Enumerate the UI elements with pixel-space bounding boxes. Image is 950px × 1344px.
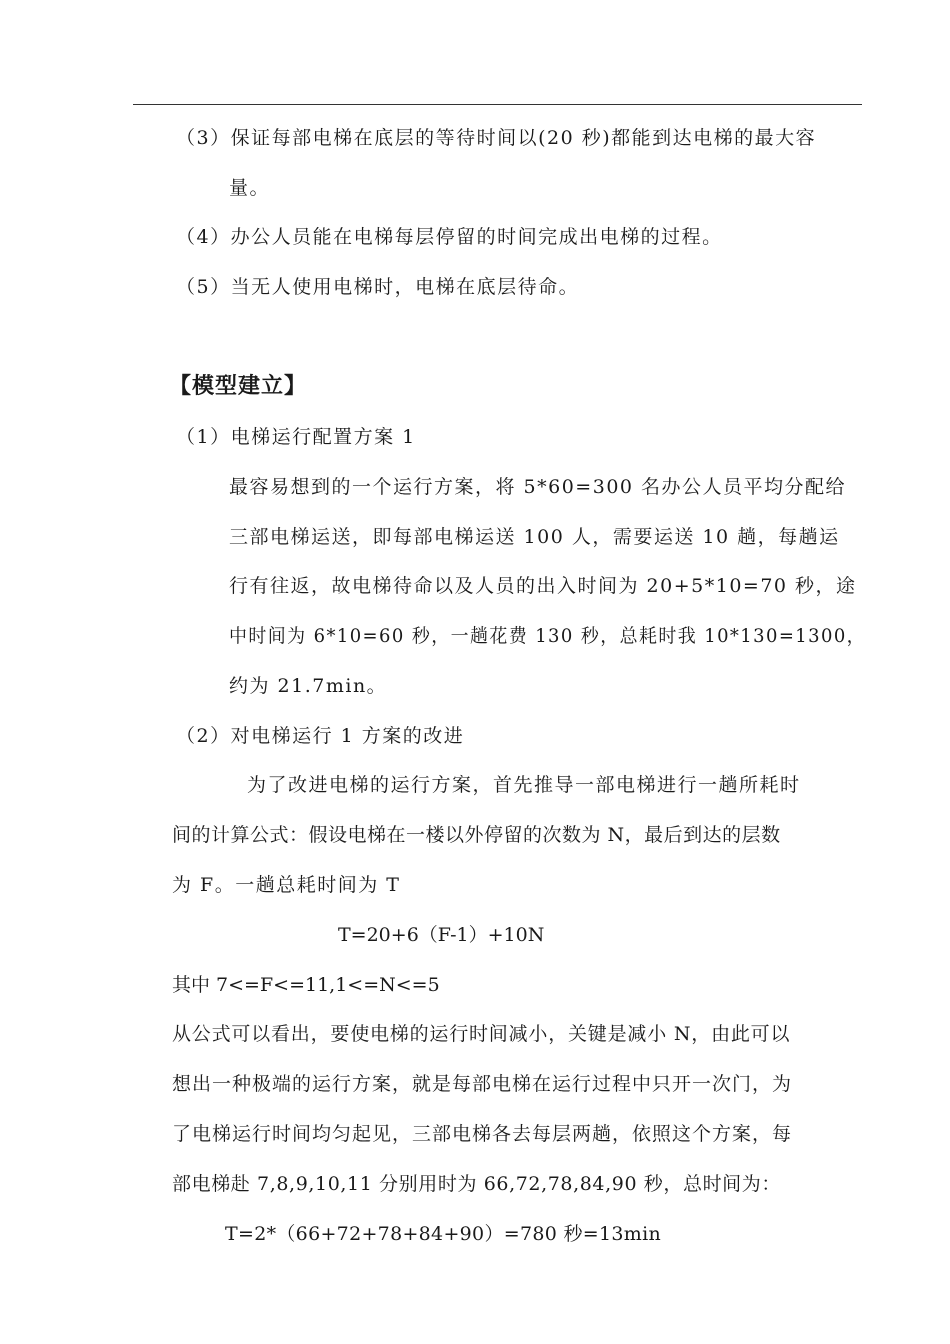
assumption-3: （3）保证每部电梯在底层的等待时间以(20 秒)都能到达电梯的最大容 [176,127,817,149]
scheme2-label: （2）对电梯运行 1 方案的改进 [176,725,465,747]
analysis-line-2: 想出一种极端的运行方案，就是每部电梯在运行过程中只开一次门，为 [172,1073,793,1095]
scheme1-line-1: 最容易想到的一个运行方案，将 5*60=300 名办公人员平均分配给 [229,476,847,498]
scheme2-line-2: 间的计算公式：假设电梯在一楼以外停留的次数为 N，最后到达的层数 [172,824,781,846]
scheme1-line-3: 行有往返，故电梯待命以及人员的出入时间为 20+5*10=70 秒，途 [229,575,857,597]
analysis-line-1: 从公式可以看出，要使电梯的运行时间减小，关键是减小 N，由此可以 [172,1023,791,1045]
assumption-5: （5）当无人使用电梯时，电梯在底层待命。 [176,276,580,298]
scheme2-line-1: 为了改进电梯的运行方案，首先推导一部电梯进行一趟所耗时 [247,774,801,796]
header-rule [133,104,862,105]
total-time: T=2*（66+72+78+84+90）=780 秒=13min [225,1223,661,1245]
scheme1-label: （1）电梯运行配置方案 1 [176,426,416,448]
scheme1-line-5: 约为 21.7min。 [229,675,388,697]
assumption-3-continued: 量。 [229,177,271,199]
scheme1-line-4: 中时间为 6*10=60 秒，一趟花费 130 秒，总耗时我 10*130=1300， [229,625,867,647]
formula-t: T=20+6（F-1）+10N [338,924,545,946]
assumption-4: （4）办公人员能在电梯每层停留的时间完成出电梯的过程。 [176,226,723,248]
scheme2-line-3: 为 F。一趟总耗时间为 T [172,874,401,896]
formula-constraint: 其中 7<=F<=11,1<=N<=5 [172,974,440,996]
analysis-line-4: 部电梯赴 7,8,9,10,11 分别用时为 66,72,78,84,90 秒，总时间为： [172,1173,781,1195]
scheme1-line-2: 三部电梯运送，即每部电梯运送 100 人，需要运送 10 趟，每趟运 [229,526,840,548]
analysis-line-3: 了电梯运行时间均匀起见，三部电梯各去每层两趟，依照这个方案，每 [172,1123,793,1145]
section-title: 【模型建立】 [169,374,308,399]
